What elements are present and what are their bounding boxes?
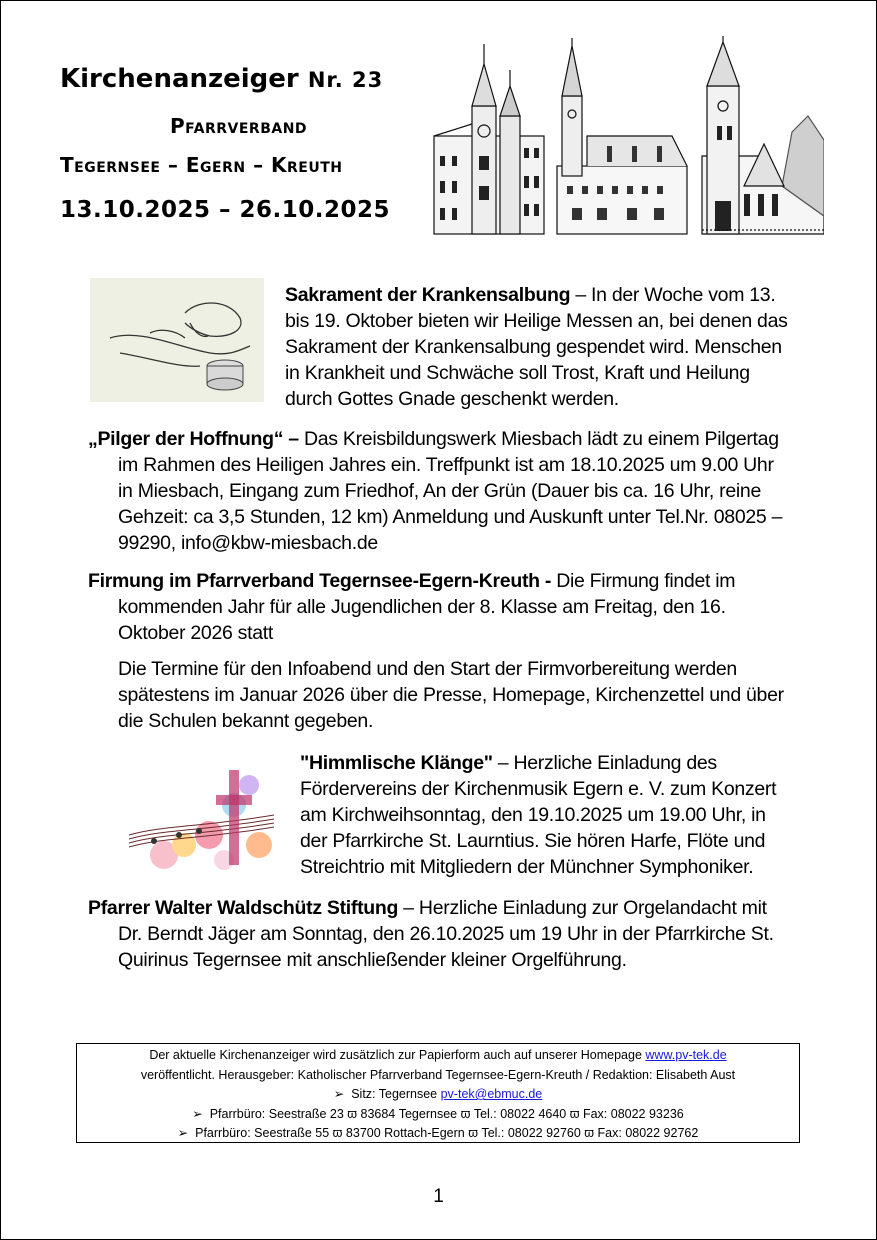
homepage-link[interactable]: www.pv-tek.de xyxy=(645,1048,727,1062)
email-link[interactable]: pv-tek@ebmuc.de xyxy=(440,1087,543,1101)
article-heading: Pfarrer Walter Waldschütz Stiftung xyxy=(88,897,399,919)
article-klaenge: "Himmlische Klänge" – Herzliche Einladung des Fördervereins der Kirchenmusik Egern e. V. zum Konzert am Kirchweihsonntag, den 19.10.2025 um 19.00 Uhr, in der Pfarrkirche St. Laurntius. Sie hören Harfe, Flöte und Streichtrio mit Mitgliedern der Münchner Symphoniker. xyxy=(300,752,777,878)
newsletter-title: Kirchenanzeiger Nr. 23 xyxy=(60,64,384,94)
article-krankensalbung: Sakrament der Krankensalbung – In der Woche vom 13. bis 19. Oktober bieten wir Heilige Messen an, bei denen das Sakrament der Krankensalbung gespendet wird. Menschen in Krankheit und Schwäche soll Trost, Kraft und Heilung durch Gottes Gnade geschenkt werden. xyxy=(285,284,788,410)
anointing-hands-image xyxy=(90,278,264,402)
article-stiftung: Pfarrer Walter Waldschütz Stiftung – Herzliche Einladung zur Orgelandacht mit Dr. Berndt Jäger am Sonntag, den 26.10.2025 um 19 Uhr in der Pfarrkirche St. Quirinus Tegernsee mit anschließender kleiner Orgelführung. xyxy=(88,897,774,971)
article-pilger: „Pilger der Hoffnung“ – Das Kreisbildungswerk Miesbach lädt zu einem Pilgertag im Rahmen des Heiligen Jahres ein. Treffpunkt ist am 18.10.2025 um 9.00 Uhr in Miesbach, Eingang zum Friedhof, An der Grün (Dauer bis ca. 16 Uhr, reine Gehzeit: ca 3,5 Stunden, 12 km) Anmeldung und Auskunft unter Tel.Nr. 08025 – 99290, info@kbw-miesbach.de xyxy=(88,428,783,554)
article-heading: "Himmlische Klänge" xyxy=(300,752,493,774)
footer-box: Der aktuelle Kirchenanzeiger wird zusätzlich zur Papierform auch auf unserer Homepage www.pv-tek.de veröffentlicht. Herausgeber: Katholischer Pfarrverband Tegernsee-Egern-Kreuth / Redaktion: Elisabeth Aust ➢ Sitz: Tegernsee pv-tek@ebmuc.de ➢ Pfarrbüro: Seestraße 23 ϖ 83684 Tegernsee ϖ Tel.: 08022 4640 ϖ Fax: 08022 93236 ➢ Pfarrbüro: Seestraße 55 ϖ 83700 Rottach-Egern ϖ Tel.: 08022 92760 ϖ Fax: 08022 92762 xyxy=(76,1043,800,1143)
churches-illustration xyxy=(432,36,824,236)
music-notes-image xyxy=(124,765,288,873)
page-number: 1 xyxy=(433,1186,444,1207)
article-heading: „Pilger der Hoffnung“ – xyxy=(88,428,299,450)
bullet-arrow-icon: ➢ xyxy=(192,1106,203,1121)
article-heading: Firmung im Pfarrverband Tegernsee-Egern-Kreuth - xyxy=(88,570,552,592)
parish-name: Pfarrverband xyxy=(170,114,308,138)
article-firmung: Firmung im Pfarrverband Tegernsee-Egern-Kreuth - Die Firmung findet im kommenden Jahr für alle Jugendlichen der 8. Klasse am Freitag, den 16. Oktober 2026 statt Die Termine für den Infoabend und den Start der Firmvorbereitung werden spätestens im Januar 2026 über die Presse, Homepage, Kirchenzettel und über die Schulen bekannt gegeben. xyxy=(88,570,784,732)
date-range: 13.10.2025 – 26.10.2025 xyxy=(60,197,391,223)
article-heading: Sakrament der Krankensalbung xyxy=(285,284,571,306)
parish-places: Tegernsee – Egern – Kreuth xyxy=(60,153,343,177)
bullet-arrow-icon: ➢ xyxy=(333,1087,345,1101)
bullet-arrow-icon: ➢ xyxy=(177,1126,189,1140)
